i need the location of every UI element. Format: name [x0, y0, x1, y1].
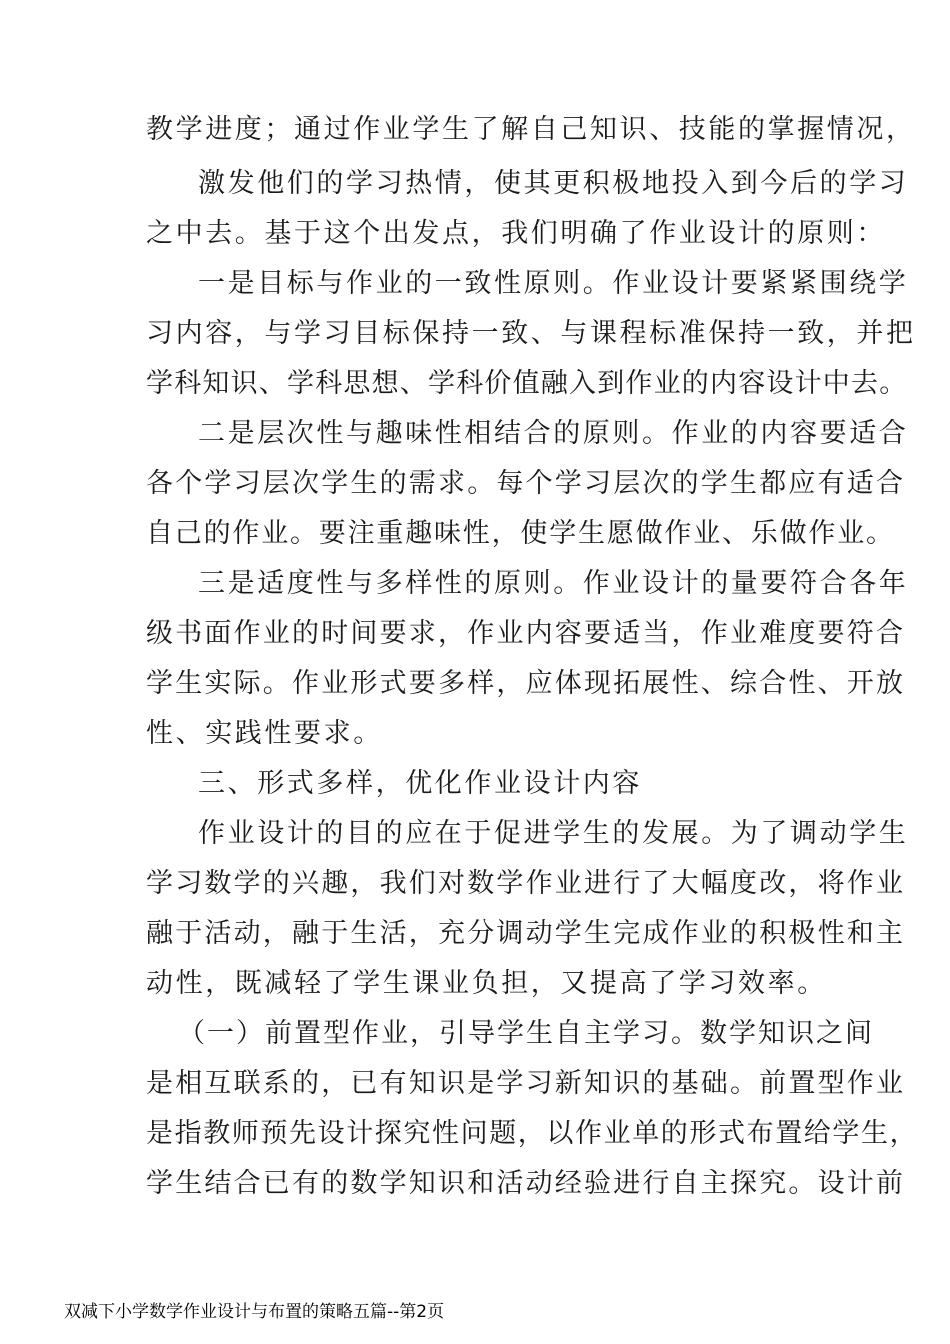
body-line: 各个学习层次学生的需求。每个学习层次的学生都应有适合 [146, 468, 906, 499]
body-line: 之中去。基于这个出发点，我们明确了作业设计的原则： [146, 218, 886, 249]
body-line: 学生实际。作业形式要多样，应体现拓展性、综合性、开放 [146, 668, 906, 699]
body-line: 是指教师预先设计探究性问题，以作业单的形式布置给学生， [146, 1118, 919, 1149]
body-line: 习内容，与学习目标保持一致、与课程标准保持一致，并把 [146, 318, 916, 349]
body-line: 三是适度性与多样性的原则。作业设计的量要符合各年 [198, 568, 909, 599]
body-line: 级书面作业的时间要求，作业内容要适当，作业难度要符合 [146, 618, 906, 649]
body-line: 性、实践性要求。 [146, 718, 383, 749]
section-heading: 三、形式多样，优化作业设计内容 [198, 768, 642, 799]
body-line: 融于活动，融于生活，充分调动学生完成作业的积极性和主 [146, 918, 906, 949]
body-line: 学习数学的兴趣，我们对数学作业进行了大幅度改，将作业 [146, 868, 906, 899]
body-line: 是相互联系的，已有知识是学习新知识的基础。前置型作业 [146, 1068, 906, 1099]
body-line: 学科知识、学科思想、学科价值融入到作业的内容设计中去。 [146, 368, 908, 399]
body-line: （一）前置型作业，引导学生自主学习。数学知识之间 [178, 1018, 874, 1049]
body-line: 作业设计的目的应在于促进学生的发展。为了调动学生 [198, 818, 909, 849]
body-line: 教学进度；通过作业学生了解自己知识、技能的掌握情况， [146, 114, 916, 145]
body-line: 一是目标与作业的一致性原则。作业设计要紧紧围绕学 [198, 268, 909, 299]
page-footer: 双减下小学数学作业设计与布置的策略五篇--第2页 [64, 1302, 445, 1322]
body-line: 学生结合已有的数学知识和活动经验进行自主探究。设计前 [146, 1168, 906, 1199]
body-line: 自己的作业。要注重趣味性，使学生愿做作业、乐做作业。 [146, 518, 895, 549]
body-line: 二是层次性与趣味性相结合的原则。作业的内容要适合 [198, 418, 909, 449]
body-line: 动性，既减轻了学生课业负担，又提高了学习效率。 [146, 968, 827, 999]
body-line: 激发他们的学习热情，使其更积极地投入到今后的学习 [198, 168, 909, 199]
